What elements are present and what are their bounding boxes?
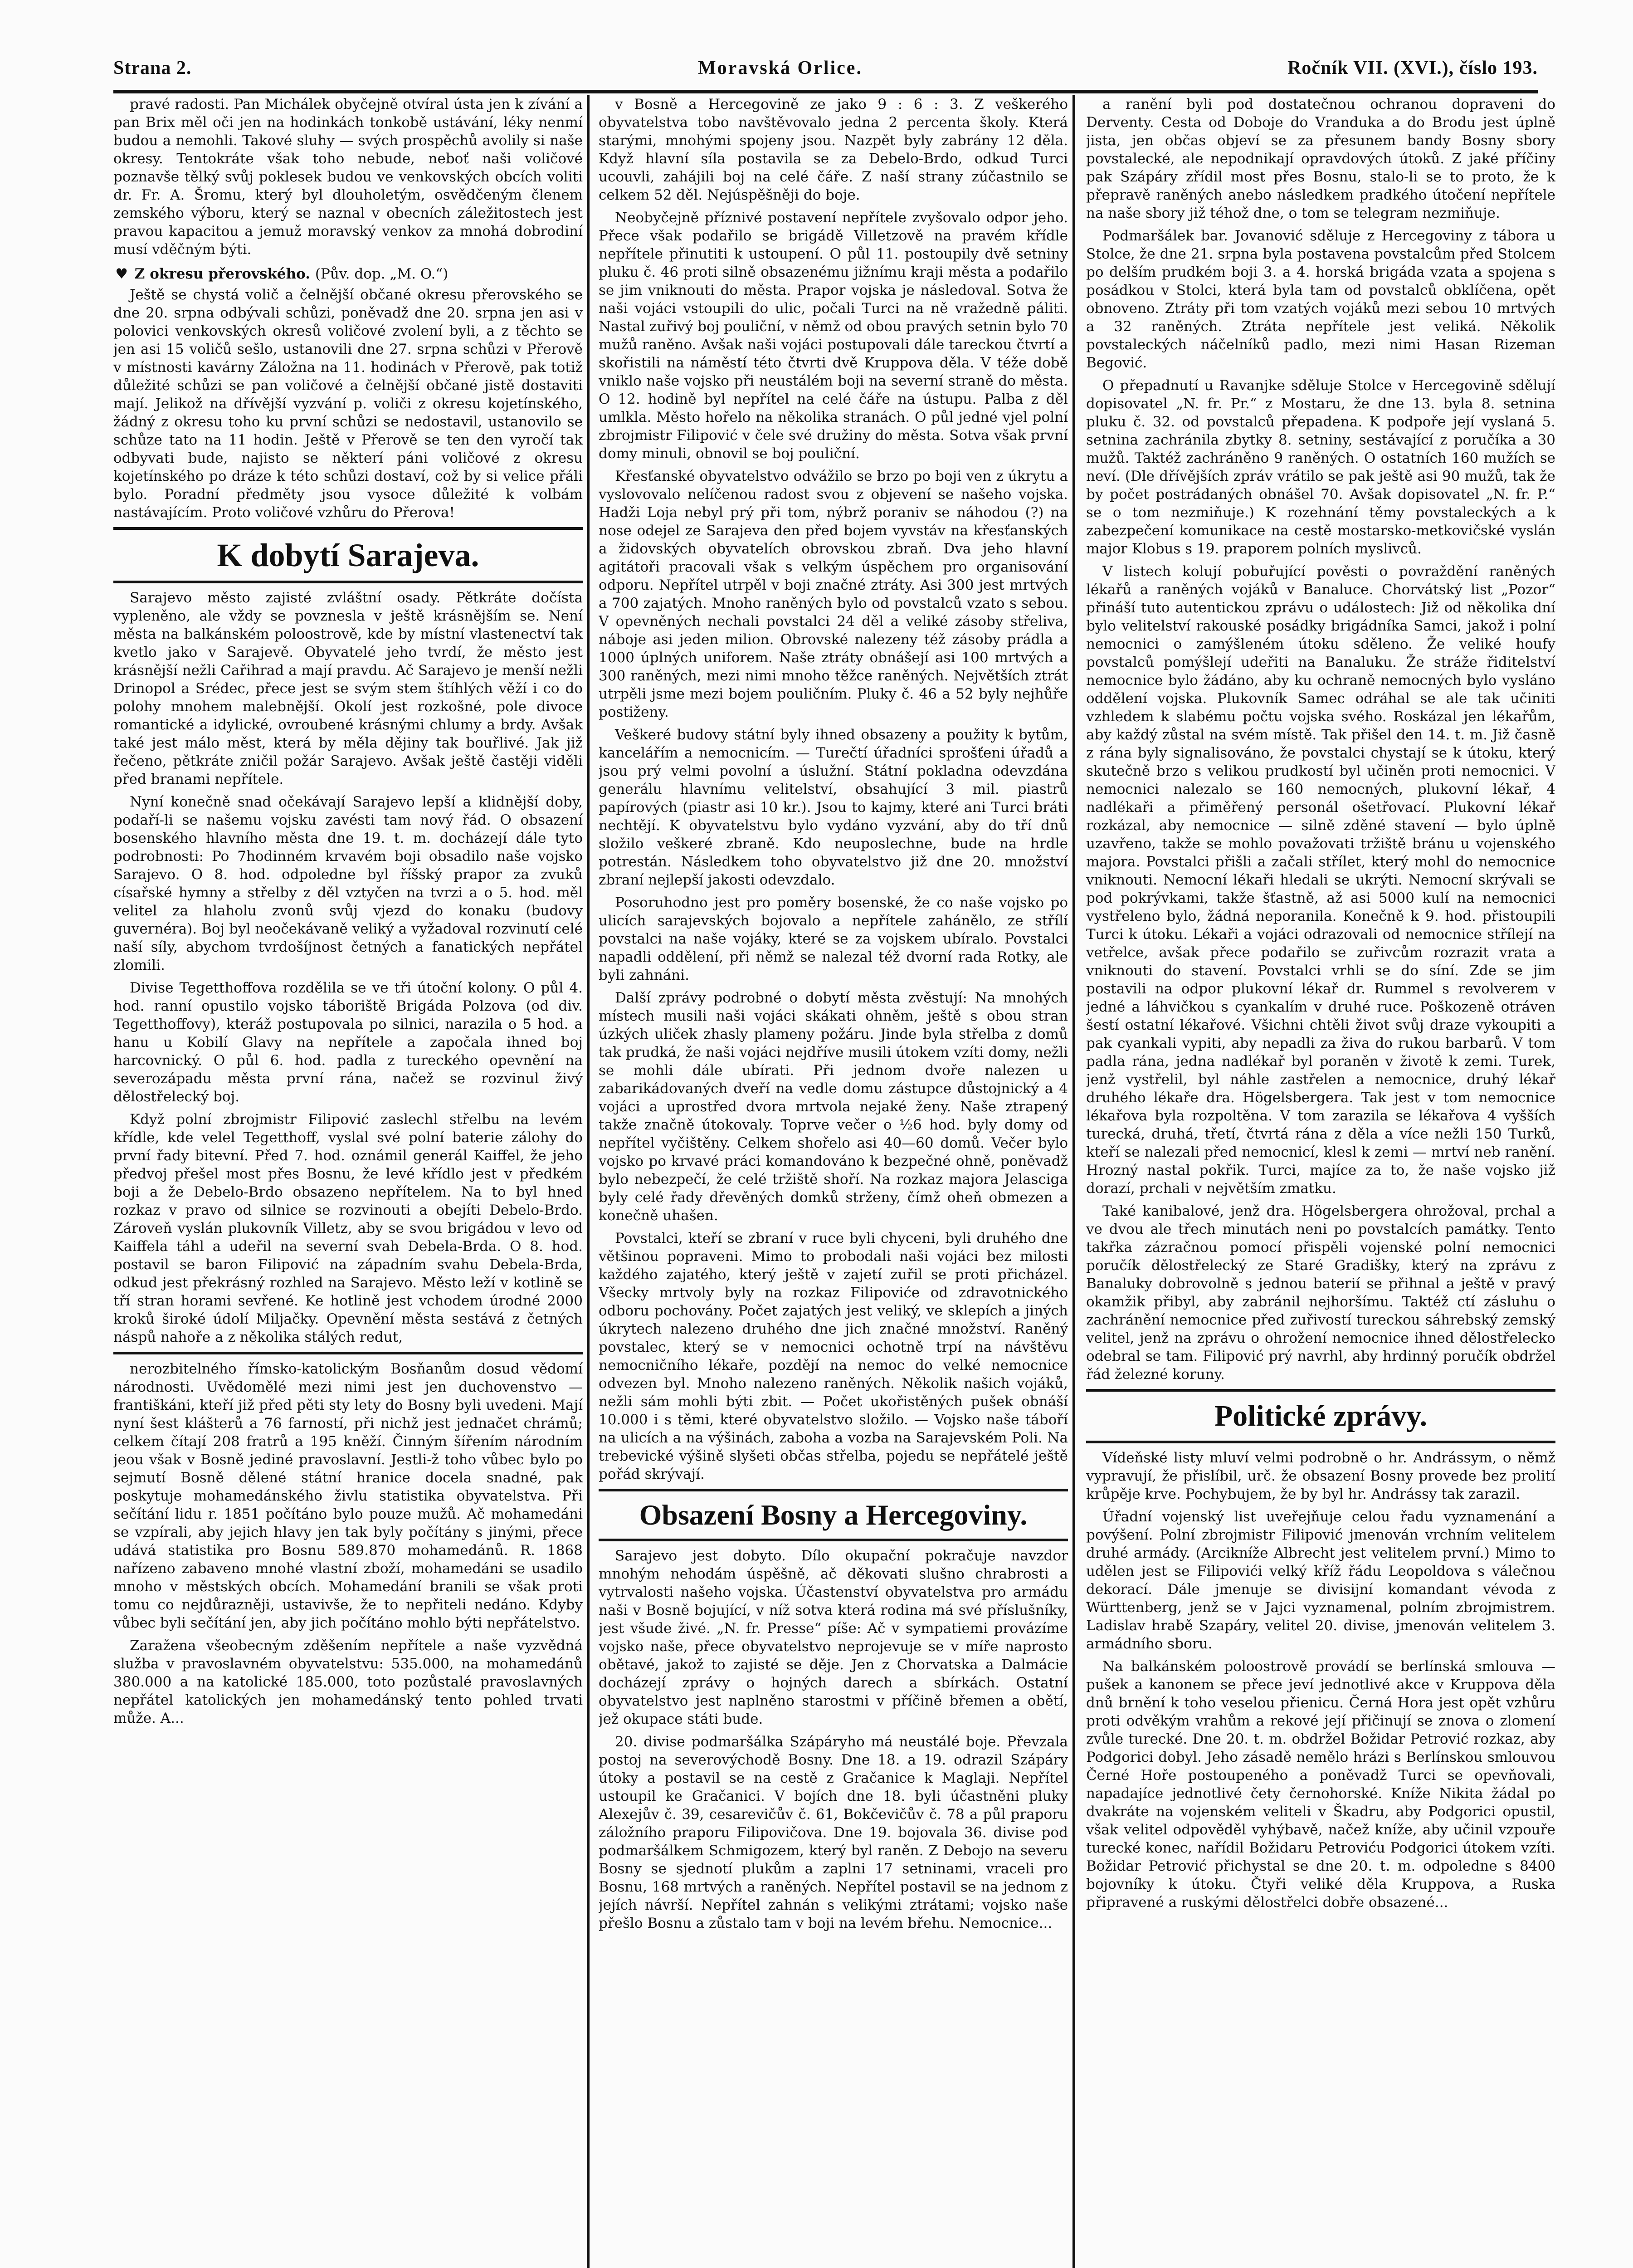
paragraph: Zaražena všeobecným zděšením nepřítele a naše vyzvědná služba v pravoslavném obyvatelstvu: 535.000, na mohamedánů 380.000 a na katolické 185.000, toto pozůstalé pravoslavných nepřátel katolických jen mohamedánský tento pohled trvati může. A... xyxy=(113,1637,583,1726)
paragraph: Veškeré budovy státní byly ihned obsazeny a použity k bytům, kancelářím a nemocnicím. — Turečtí úřadníci sprošťeni úřadů a jsou prý velmi povolní a úslužní. Státní pokladna odevzdána generálu hlavnímu velitelství, obsahující 3 mil. piastrů papírových (piastr asi 10 kr.). Jsou to kajmy, které ani Turci bráti nechtějí. K obyvatelstvu bylo vydáno vyzvání, aby do tří dnů složilo veškeré zbraně. Kdo neuposlechne, bude na hrdle potrestán. Následkem toho obyvatelstvo již dne 20. množství zbraní nejlepší jakosti odevzdalo. xyxy=(599,727,1068,888)
column-divider-2 xyxy=(1072,95,1075,2268)
paragraph: V listech kolují pobuřující pověsti o povraždění raněných lékařů a raněných vojáků v Banaluce. Chorvátský list „Pozor“ přináší tuto autentickou zprávu o událostech: Již od několika dní bylo velitelství rakouské posádky brigádníka Samci, jakož i polní nemocnici o zamýšleném útoku sděleno. Že veliké houfy povstalců pomýšlejí udeřiti na Banaluku. Že stráže řiditelství nemocnice bylo žádáno, aby ku ochraně nemocných bylo vysláno oddělení vojska. Plukovník Samec odráhal se ale tak učiniti vzhledem k slabému počtu vojska svého. Roskázal jen lékařům, aby každý zůstal na svém místě. Tak přišel den 14. t. m. Již časně z rána byly signalisováno, že povstalci chystají se k útoku, který skutečně brzo s velikou prudkostí byl učiněn proti nemocnici. V nemocnici nalezalo se 160 nemocných, plukovní lékař, 4 nadlékaři a přiměřený personál ošetřovací. Plukovní lékař rozkázal, aby nemocnice — silně zděné stavení — bylo úplně uzavřeno, takže se mohlo považovati tržiště bránu u vojenského majora. Povstalci přišli a začali střílet, který mohl do nemocnice vniknouti. Nemocní lékaři hledali se ukrýti. Nemocní skrývali se pod pokrývkami, takže šťastně, až asi 5000 kulí na nemocnici vystřeleno bylo, žádná neporanila. Konečně k 9. hod. přistoupili Turci k útoku. Lékaři a vojáci odrazovali od nemocnice střílejí na vetřelce, avšak přece podařilo se zuřivcům rozrazit vrata a vniknouti do stavení. Povstalci vrhli se do síní. Zde se jim postavili na odpor plukovní lékař dr. Rummel s revolverem v jedné a láhvičkou s cyankalím v druhé ruce. Poškozeně otráven šestí ostatní lékařové. Všichni chtěli život svůj draze vykoupiti a pak cyankali vypiti, aby nepadli za živa do rukou barbarů. V tom padla rána, jedna nadlékař byl poraněn v životě k zemi. Turek, jenž vystřelil, byl náhle zastřelen a nemocnice, druhý lékař druhého lékaře dra. Högelsbergera. Tak jest v tom nemocnice lékařova byla rozpoltěna. V tom zarazila se lékařova 4 vyšších turecká, druhá, třetí, čtvrtá rána z děla a více nežli 150 Turků, kteří se nalezali před nemocnicí, klesl k zemi — mrtví neb ranění. Hrozný nastal pokřik. Turci, majíce za to, že naše vojsko již dorazí, prchali v největším zmatku. xyxy=(1086,563,1555,1197)
column-1 xyxy=(113,95,583,2268)
section-divider xyxy=(599,1489,1068,1491)
paragraph: Posoruhodno jest pro poměry bosenské, že co naše vojsko po ulicích sarajevských bojovalo a nepřítele zahánělo, ze střílí povstalci na naše vojáky, které se za vojskem ubíralo. Povstalci napadli oddělení, při němž se nalezal též dvorní rada Rotky, ale byli zahnáni. xyxy=(599,894,1068,983)
paragraph: Neobyčejně příznivé postavení nepřítele zvyšovalo odpor jeho. Přece však podařilo se brigádě Villetzově na pravém křídle nepřítele přinutiti k ustoupení. O půl 11. postoupily dvě setniny pluku č. 46 proti silně obsazenému jižnímu kraji města a podařilo se jim vniknouti do města. Prapor vojska je následoval. Sotva že naši vojáci vstoupili do ulic, počali Turci na ně vražedně páliti. Nastal zuřivý boj pouliční, v němž od obou pravých setnin bylo 70 mužů raněno. Avšak naši vojáci postupovali dále tareckou čtvrtí a skořistili na náměstí této čtvrti dvě Kruppova děla. V téže době vniklo naše vojsko při neustálém boji na severní straně do města. O 12. hodině byl nepřítel na celé čáře na ústupu. Palba z děl umlkla. Město hořelo na několika stranách. O půl jedné vjel polní zbrojmistr Filipović v čele své družiny do města. Sotva však první domy minuli, obnovil se boj pouliční. xyxy=(599,210,1068,462)
page-header xyxy=(113,50,1538,86)
section-divider xyxy=(113,1352,583,1354)
paragraph: O přepadnutí u Ravanjke sděluje Stolce v Hercegovině sdělují dopisovatel „N. fr. Pr.“ z Mostaru, že dne 13. byla 8. setnina pluku č. 32. od povstalců přepadena. K podpoře její vyslaná 5. setnina zachránila zbytky 8. setniny, sestávající z poručíka a 30 mužů. Taktéž zachráněno 9 raněných. O ostatních 160 mužích se neví. (Dle dřívějších zpráv vrátilo se pak ještě asi 90 mužů, tak že by počet postrádaných obnášel 70. Avšak dopisovatel „N. fr. P.“ se o tom nezmiňuje.) K rozehnání těmy povstaleckých a k zabezpečení komunikace na cestě mostarsko-metkovičské vyslán major Klobus s 19. praporem polních myslivců. xyxy=(1086,377,1555,557)
masthead: Moravská Orlice. xyxy=(698,58,863,78)
column-2 xyxy=(599,95,1068,2268)
paragraph: Vídeňské listy mluví velmi podrobně o hr. Andrássym, o němž vypravují, že přislíbil, urč. že obsazení Bosny provede bez prolití krůpěje krve. Pochybujem, že by byl hr. Andrássy tak zarazil. xyxy=(1086,1450,1555,1502)
paragraph: Divise Tegetthoffova rozdělila se ve tři útoční kolony. O půl 4. hod. ranní opustilo vojsko táboriště Brigáda Polzova (od div. Tegetthoffovy), kteráž postupovala po silnici, narazila o 5 hod. a hanu u Kobilí Glavy na nepřítele a započala ihned boj harcovnický. O půl 6. hod. padla z tureckého opevnění na severozápadu města první rána, načež se rozvinul živý dělostřelecký boj. xyxy=(113,980,583,1105)
paragraph: Také kanibalové, jenž dra. Högelsbergera ohrožoval, prchal a ve dvou ale třech minutách neni po povstalcích památky. Tento takřka zázračnou pomocí přispěli vojenské polní nemocnici poručík dělostřelecký ze Staré Gradišky, který na zprávu z Banaluky dobrovolně s jednou baterií se přihnal a ještě v pravý okamžik přibyl, aby zabránil nejhoršímu. Taktéž ctí zásluhu o zachránění nemocnice před zuřivostí tureckou sáhrebský zemský velitel, jenž na zprávu o ohrožení nemocnice ihned dělostřelecko odebral se tam. Filipović prý navrhl, aby hrdinný poručík obdržel řád železné koruny. xyxy=(1086,1203,1555,1383)
column-1-lead-paragraph: pravé radosti. Pan Michálek obyčejně otvíral ústa jen k zívání a pan Brix měl oči jen na hodinkách tonkobě ustávání, léky nenmí budou a nemohli. Takové sluhy — svých prospěchů avolily si naše okresy. Tentokráte však toho nebude, neboť naši voličové poznavše tělký svůj poklesek budou ve venkovských obcích voliti dr. Fr. A. Šromu, který byl dlouholetým, osvědčeným členem zemského výboru, který se naznal v obecních záležitostech jest pravou kapacitou a jemuž moravský venkov za mnohá dobrodiní musí vděčným býti. xyxy=(113,96,583,258)
paragraph: Úřadní vojenský list uveřejňuje celou řadu vyznamenání a povýšení. Polní zbrojmistr Filipović jmenován vrchním velitelem druhé armády. (Arcikníže Albrecht jest velitelem první.) Mimo to udělen jest se Filipovići velký kříž řádu Leopoldova s válečnou dekorací. Dále jmenuje se divisijní komandant vévoda z Württenberg, jenž se v Jajci vyznamenal, polním zbrojmistrem. Ladislav hrabě Szapáry, velitel 20. divise, jmenován velitelem 3. armádního sboru. xyxy=(1086,1509,1555,1652)
section-title-k-dobyti-sarajeva: K dobytí Sarajeva. xyxy=(217,537,479,573)
subhead-okres-prerov xyxy=(113,265,583,283)
paragraph: Když polní zbrojmistr Filipović zaslechl střelbu na levém křídle, kde velel Tegetthoff, vyslal své polní baterie zálohy do první řady bitevní. Před 7. hod. oznámil generál Kaiffel, že jeho předvoj přešel most přes Bosnu, že levé křídlo jest v předkém boji a že Debelo-Brdo obsazeno nepřítelem. Na to byl hned rozkaz v pravo od silnice se rozvinouti a obejíti Debelo-Brdo. Zároveň vyslán plukovník Villetz, aby se svou brigádou v levo od Kaiffela táhl a udeřil na severní svah Debela-Brda. O 8. hod. postavil se baron Filipović na západním svahu Debela-Brda, odkud jest překrásný rozhled na Sarajevo. Město leží v kotlině se tří stran horami sevřené. Ke hotlině jest vchodem úrodné 2000 kroků široké údolí Miljačky. Opevnění města sestává z četných náspů nahoře a z několika stálých redut, xyxy=(113,1111,583,1345)
paragraph: v Bosně a Hercegovině ze jako 9 : 6 : 3. Z veškerého obyvatelstva tobo navštěvovalo jedna 2 percenta školy. Která starými, mnohými spojeny jsou. Nazpět byly zabrány 12 děla. Když hlavní síla postavila se za Debelo-Brdo, odkud Turci ucouvli, zahájili boj na celé čáře. Z naší strany zúčastnilo se celkem 52 děl. Nejúspěšněji do boje. xyxy=(599,96,1068,203)
column-divider-1 xyxy=(587,95,590,2268)
paragraph: 20. divise podmaršálka Szápáryho má neustálé boje. Převzala postoj na severovýchodě Bosny. Dne 18. a 19. odrazil Szápáry útoky a postavil se na cestě z Gračanice k Maglaji. Nepřítel ustoupil ke Gračanici. V bojích dne 18. byli účastněni pluky Alexejův č. 39, cesarevičův č. 61, Bokčevičův č. 78 a půl praporu záložního praporu Filipovičova. Dne 19. bojovala 36. divise pod podmaršálkem Schmigozem, který byl raněn. Z Debojo na severu Bosny se sjednotí plukům a zaplni 17 setninami, vraceli pro Bosnu, 168 mrtvých a raněných. Nepřítel postavil se na jednom z jejích návrší. Nepřítel zahnán s velikými ztrátami; vojsko naše přešlo Bosnu a zůstalo tam v boji na levém břehu. Nemocnice... xyxy=(599,1734,1068,1931)
subhead-marker: ♥ xyxy=(115,266,128,282)
section-divider xyxy=(1086,1389,1555,1392)
section-title-politicke-zpravy: Politické zprávy. xyxy=(1214,1399,1428,1432)
column-3 xyxy=(1086,95,1555,2268)
paragraph: Povstalci, kteří se zbraní v ruce byli chyceni, byli druhého dne většinou popraveni. Mimo to probodali naši vojáci bez milosti každého zajatého, který ještě v zajetí zuřil se proti přicházel. Všecky mrtvoly byly na rozkaz Filipoviće od zdravotnického odboru pochovány. Počet zajatých jest veliký, ve sklepích a jiných úkrytech nalezeno druhého dne jich značné množství. Raněný povstalec, který se v nemocnici ochotně trpí na návštěvu nemocničního lékaře, pozdějí na nemoc do velké nemocnice odvezen byl. Mnoho nalezeno raněných. Několik našich vojáků, nežli sám mohli býti zbit. — Počet ukořistěných pušek obnáší 10.000 i s těmi, které obyvatelstvo složilo. — Vojsko naše táboří na ulicích a na výšinách, zaboha a vozba na Sarajevském Poli. Na trebevické výšině slyšeti občas střelba, pojedu se nepřátelé ještě pořád skrývají. xyxy=(599,1230,1068,1482)
paragraph: Nyní konečně snad očekávají Sarajevo lepší a klidnější doby, podaří-li se našemu vojsku zavésti tam nový řád. O obsazení bosenského hlavního města dne 19. t. m. docházejí dále tyto podrobnosti: Po 7hodinném krvavém boji obsadilo naše vojsko Sarajevo. O 8. hod. odpoledne byl říšský prapor za zvuků císařské hymny a střelby z děl vztyčen na tvrzi a o 5. hod. měl velitel za hlaholu zvonů svůj vjezd do konaku (budovy guvernéra). Boj byl neočekávaně veliký a vyžadoval rozvinutí celé naší síly, abychom tvrdošíjnost četných a fanatických nepřátel zlomili. xyxy=(113,794,583,973)
paragraph: Ještě se chystá volič a čelnější občané okresu přerovského se dne 20. srpna odbývali schůzi, poněvadž dne 20. srpna jen asi v polovici venkovských okresů voličové zvolení byli, a z těchto se jen asi 15 voličů sešlo, ustanovili dne 27. srpna schůzi v Přerově v místnosti kavárny Záložna na 11. hodinách v Přerově, pak totiž důležité schůzi se pan voličové a čelnější občané jistě dostaviti mají. Jelikož na dřívější vyzvání p. voliči z okresu kojetínského, žádný z okresu toho ku první schůzi se nedostavil, ustanovilo se schůze tato na 11 hodin. Ještě v Přerově se ten den vyročí tak odbyvati bude, najisto se některí páni voličové z okresu kojetínského po dráze k této schůzi dostaví, což by si velice přáli bylo. Poradní předměty jsou vysoce důležité k volbám nastávajícím. Proto voličové vzhůru do Přerova! xyxy=(113,287,583,521)
paragraph: Další zprávy podrobné o dobytí města zvěstují: Na mnohých místech musili naši vojáci skákati ohněm, ještě s obou stran úzkých uliček zhasly plameny požáru. Jinde byla střelba z domů tak prudká, že naši vojáci nejdříve musili útokem vzíti domy, nežli se mohli dále ubírati. Při jednom dvoře nalezen u zabarikádovaných dveří na vedle domu zástupce důstojnický a 4 vojáci a uprostřed dvora mrtvola nejaké ženy. Naše ztrapený takže značně útokovaly. Toprve večer o ½6 hod. byly domy od nepřítel vyčištěny. Celkem shořelo asi 40—60 domů. Večer bylo vojsko po krvavé práci komandováno k bezpečné ohně, poněvadž bylo nebezpečí, že celé tržiště shoří. Na rozkaz majora Jelasciga byly celé řady dřevěných domků strženy, čímž oheň obmezen a konečně uhašen. xyxy=(599,990,1068,1224)
page-number: Strana 2. xyxy=(113,58,192,78)
paragraph: a ranění byli pod dostatečnou ochranou dopraveni do Derventy. Cesta od Doboje do Vranduka a do Brodu jest úplně jista, jen občas objeví se za přesunem bandy Bosny sbory povstalecké, ale nepodnikají opravdových útoků. Z jaké příčiny pak Szápáry zřídil most přes Bosnu, stalo-li se to proto, že k přepravě raněných anebo následkem pradkého útočení nepřítele na naše sbory již téhož dne, o tom se telegram nezmiňuje. xyxy=(1086,96,1555,221)
section-title-obsazeni-bosny: Obsazení Bosny a Hercegoviny. xyxy=(639,1499,1028,1531)
paragraph: Křesťanské obyvatelstvo odvážilo se brzo po boji ven z úkrytu a vyslovovalo nelíčenou radost svou z objevení se našeho vojska. Hadži Loja nebyl prý při tom, nýbrž poraniv se náhodou (?) na nose odejel ze Sarajeva den před bojem vyvstáv na křesťanských a židovských obyvatelích obrovskou zbraň. Dva jeho hlavní agitátoři pracovali však s velkým úspěchem pro organisování odporu. Nepřítel utrpěl v boji značné ztráty. Asi 300 jest mrtvých a 700 zajatých. Mnoho raněných bylo od povstalců vzato s sebou. V opevněných nechali povstalci 24 děl a veliké zásoby střeliva, náboje asi jeden milion. Obrovské nalezeny též zásoby prádla a 1000 úplných uniforem. Naše ztráty obnášejí asi 100 mrtvých a 300 raněných, mezi nimi mnoho těžce raněných. Největších ztrát utrpěli jsme mezi bojem pouličním. Pluky č. 46 a 52 byly nejhůře postiženy. xyxy=(599,468,1068,720)
section-divider xyxy=(1086,1441,1555,1443)
section-divider xyxy=(599,1539,1068,1541)
issue-info: Ročník VII. (XVI.), číslo 193. xyxy=(1287,58,1538,78)
paragraph: Sarajevo město zajisté zvláštní osady. Pětkráte dočísta vypleněno, ale vždy se povznesla v ještě krásnějším se. Není města na balkánském poloostrově, kde by místní vlastenectví tak kvetlo jako v Sarajevě. Obyvatelé jeho tvrdí, že město jest krásnější nežli Cařihrad a mají pravdu. Ač Sarajevo je menší nežli Drinopol a Srédec, přece jest se svým stem štíhlých věží i co do polohy mnohem malebnější. Okolí jest rozkošné, pole divoce romantické a idylické, ovroubené krásnými chlumy a brdy. Avšak také jest málo měst, která by měla dějiny tak bouřlivé. Jak již řečeno, pětkráte zničil požár Sarajevo. Avšak ještě častěji viděli před branami nepřítele. xyxy=(113,590,583,787)
paragraph: nerozbitelného římsko-katolickým Bosňanům dosud vědomí národnosti. Uvědomělé mezi nimi jest jen duchovenstvo — františkáni, kteří již před pěti sty lety do Bosny byli uvedeni. Mají nyní šest klášterů a 76 farností, při nichž jest jednačet chrámů; celkem čítají 208 fratrů a 195 kněží. Činným šířením národním jeou však v Bosně jediné pravoslavní. Jestli-ž toho vůbec bylo po sejmutí Bosně dělené státní hranice docela snadné, pak poskytuje mohamedánského živlu statistika obyvatelstva. Při sečítání lidu r. 1851 počítáno bylo pouze mužů. Ač mohamedáni se vzpírali, aby jejich hlavy jen tak byly počítány s jinými, přece udává statistika pro Bosnu 589.870 mohamedánů. R. 1868 nařízeno zabaveno mnohé vlastní zboží, mohamedáni se usadilo mnoho v městských obcích. Mohamedání branili se však proti tomu co nejdůrazněji, ustavivše, že to nepřiteli nedáno. Kdyby vůbec byli sečítání jen, aby jich počítáno mohlo býti nepřátelstvo. xyxy=(113,1361,583,1631)
subhead-meta: (Pův. dop. „M. O.“) xyxy=(315,266,448,282)
paragraph: Na balkánském poloostrově provádí se berlínská smlouva — pušek a kanonem se přece jeví jednotlivé akce v Kruppova děla dnů brnění k toho veselou přienicu. Černá Hora jest opět vzhůru proti odvěkým vrahům a rekové její přičinují se znova o zlomení zvůle turecké. Dne 20. t. m. obdržel Božidar Petrović rozkaz, aby Podgorici dobyl. Jeho zásadě nemělo hrázi s Berlínskou smlouvou Černé Hoře postoupeného a poněvadž Turci se opevňovali, napadajíce jednotlivé čety černohorské. Kníže Nikita žádal po dvakráte na vojenském veliteli v Škadru, aby Podgorici opustil, však velitel odpověděl vyhýbavě, načež kníže, aby učinil vzpouře turecké konec, nařídil Božidaru Petroviću Podgorici útokem vzíti. Božidar Petrović přichystal se dne 20. t. m. odpoledne s 8400 bojovníky k útoku. Čtyři veliké děla Kruppova, a Ruska připravené a ruskými dělostřelci dobře obsazené... xyxy=(1086,1658,1555,1911)
subhead-title: Z okresu přerovského. xyxy=(134,266,311,282)
header-rule xyxy=(113,90,1538,93)
section-divider xyxy=(113,527,583,530)
paragraph: Sarajevo jest dobyto. Dílo okupační pokračuje navzdor mnohým nehodám úspěšně, ač děkovati slušno chrabrosti a vytrvalosti našeho vojska. Účastenství obyvatelstva pro armádu naši v Bosně bojující, v níž sotva která rodina má své příslušníky, jest všude živé. „N. fr. Presse“ píše: Ač v sympatiemi provázíme vojsko naše, přece obyvatelstvo neprojevuje se v míře naprosto obětavé, jakož to zajisté se děje. Jen z Chorvatska a Dalmácie docházejí zprávy o hojných darech a sbírkách. Ostatní obyvatelstvo jest naplněno starostmi v příčině břemen a obětí, jež okupace státi bude. xyxy=(599,1548,1068,1727)
paragraph: Podmaršálek bar. Jovanović sděluje z Hercegoviny z tábora u Stolce, že dne 21. srpna byla postavena povstalcům před Stolcem po delším prudkém boji 3. a 4. horská brigáda vzata a spojena s posádkou v Stolci, která byla tam od povstalců obklíčena, opět obnoveno. Ztráty při tom vzatých vojáků mezi sebou 10 mrtvých a 32 raněných. Ztráta nepřítele jest veliká. Několik povstaleckých náčelníků padlo, mezi nimi Hasan Rizeman Begović. xyxy=(1086,228,1555,371)
section-divider xyxy=(113,581,583,583)
